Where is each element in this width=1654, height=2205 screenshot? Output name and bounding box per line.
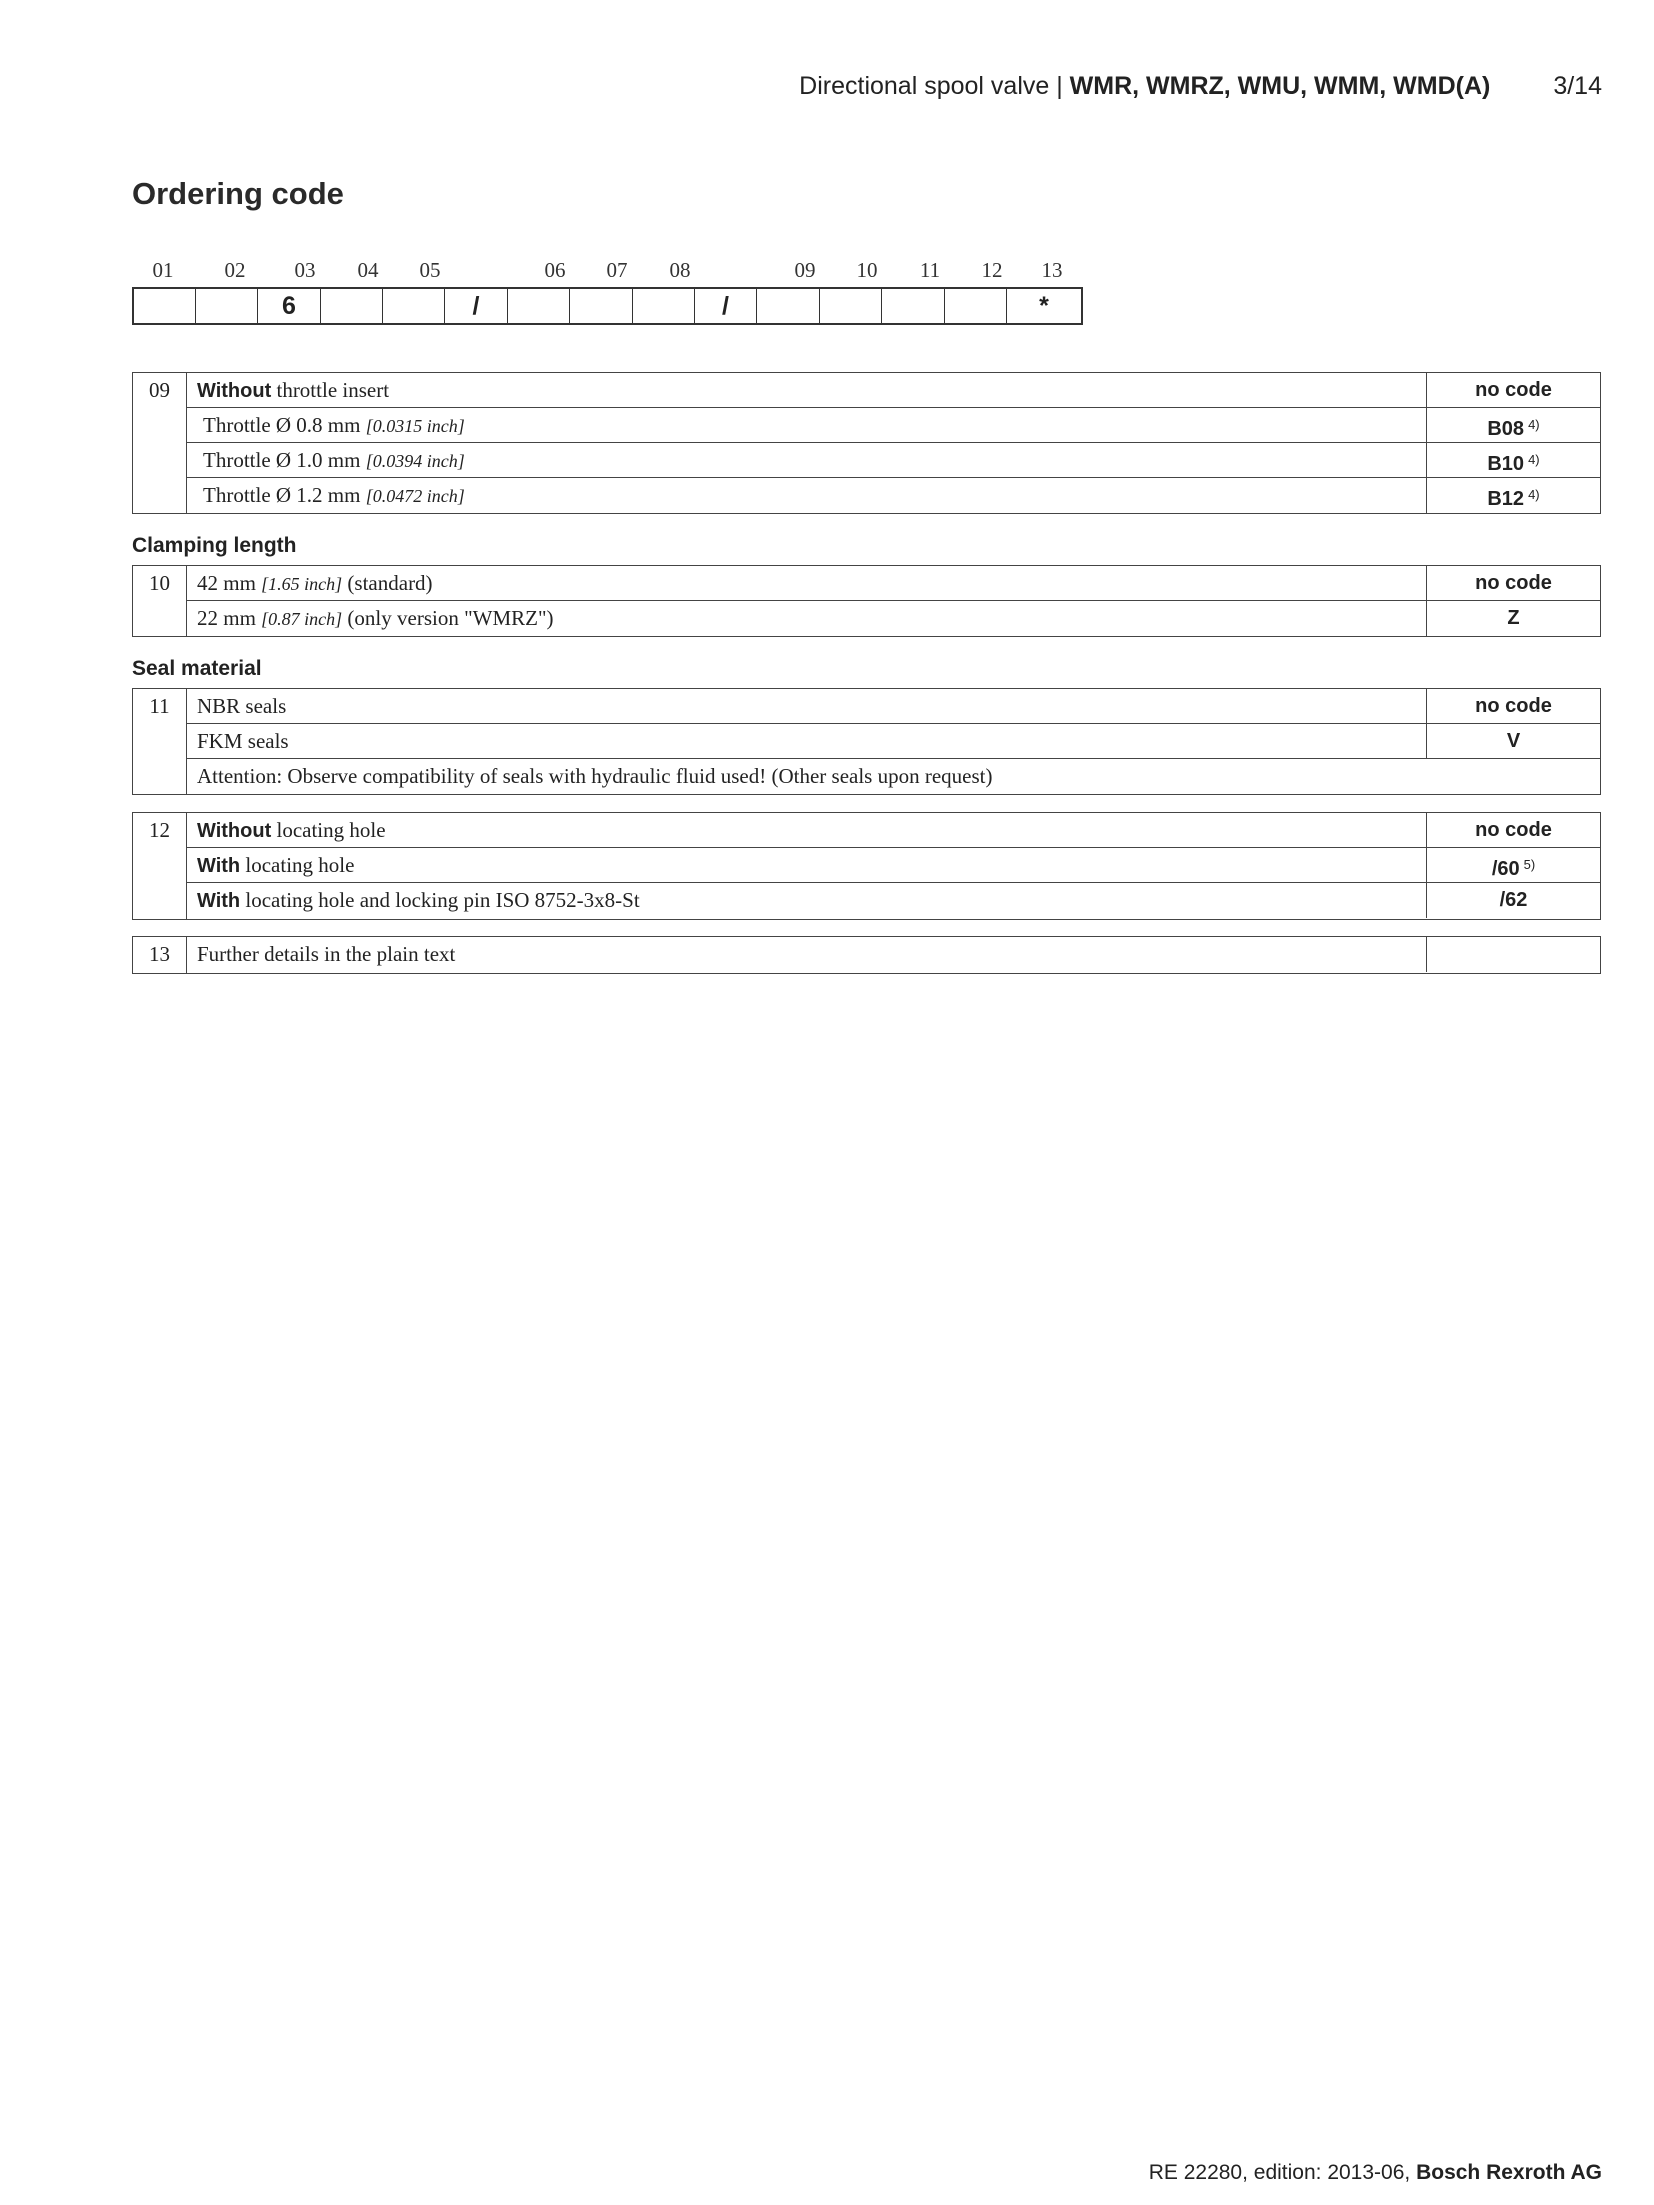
row-description: NBR seals xyxy=(197,694,287,718)
code-box xyxy=(321,289,383,323)
header-title: Directional spool valve | xyxy=(799,72,1063,100)
code-position-number: 03 xyxy=(294,258,316,282)
table-clamping-length xyxy=(132,565,1601,637)
row-description: 42 mm [1.65 inch] (standard) xyxy=(197,571,433,595)
row-code: V xyxy=(1426,724,1600,758)
table-further-details xyxy=(132,936,1601,974)
table-throttle-insert xyxy=(132,372,1601,514)
code-position-number: 12 xyxy=(981,258,1003,282)
row-number: 10 xyxy=(133,566,187,636)
table-row xyxy=(187,373,1600,408)
code-position-number: 11 xyxy=(919,258,941,282)
code-position-number: 02 xyxy=(224,258,246,282)
table-row xyxy=(187,759,1600,794)
code-box: / xyxy=(695,289,757,323)
table-row xyxy=(187,937,1600,972)
table-locating-hole xyxy=(132,812,1601,920)
row-description: Throttle Ø 0.8 mm [0.0315 inch] xyxy=(203,413,465,437)
row-description: Further details in the plain text xyxy=(197,942,456,966)
code-position-number: 06 xyxy=(544,258,566,282)
section-heading-seal-material: Seal material xyxy=(132,657,262,680)
code-box xyxy=(757,289,820,323)
code-position-number: 08 xyxy=(669,258,691,282)
row-code: /60 $^{5)}$ xyxy=(1426,848,1600,882)
code-box xyxy=(882,289,945,323)
row-description: With locating hole and locking pin ISO 8752-3x8-St xyxy=(197,888,640,912)
row-code: no code xyxy=(1426,813,1600,847)
table-row xyxy=(187,566,1600,601)
table-row xyxy=(187,478,1600,513)
row-code: no code xyxy=(1426,373,1600,407)
footer-text: RE 22280, edition: 2013-06, xyxy=(1148,2161,1417,2184)
code-box xyxy=(383,289,445,323)
code-position-number: 13 xyxy=(1041,258,1063,282)
row-code: no code xyxy=(1426,566,1600,600)
code-box xyxy=(508,289,570,323)
footer-company: Bosch Rexroth AG xyxy=(1416,2161,1602,2184)
row-code: B10 $^{4)}$ xyxy=(1426,443,1600,477)
code-position-number: 07 xyxy=(606,258,628,282)
table-seal-material xyxy=(132,688,1601,795)
section-heading-clamping-length: Clamping length xyxy=(132,534,297,557)
table-row xyxy=(187,601,1600,636)
code-box xyxy=(633,289,695,323)
row-description: Throttle Ø 1.2 mm [0.0472 inch] xyxy=(203,483,465,507)
code-position-number: 05 xyxy=(419,258,441,282)
row-description: Throttle Ø 1.0 mm [0.0394 inch] xyxy=(203,448,465,472)
page-title: Ordering code xyxy=(132,176,344,211)
row-number: 11 xyxy=(133,689,187,794)
row-description: Without locating hole xyxy=(197,818,386,842)
row-number: 12 xyxy=(133,813,187,919)
row-code: B12 $^{4)}$ xyxy=(1426,478,1600,513)
code-box xyxy=(134,289,196,323)
code-box xyxy=(945,289,1007,323)
code-position-number: 09 xyxy=(794,258,816,282)
table-row xyxy=(187,724,1600,759)
code-box: * xyxy=(1039,292,1049,320)
row-description: Without throttle insert xyxy=(197,378,390,402)
row-description: FKM seals xyxy=(197,729,289,753)
table-row xyxy=(187,689,1600,724)
row-code: no code xyxy=(1426,689,1600,723)
row-code: B08 $^{4)}$ xyxy=(1426,408,1600,442)
row-note: Attention: Observe compatibility of seals with hydraulic fluid used! (Other seals upon request) xyxy=(197,764,993,788)
row-code xyxy=(1426,937,1600,972)
table-row xyxy=(187,883,1600,918)
row-code: Z xyxy=(1426,601,1600,636)
code-box xyxy=(570,289,633,323)
code-box xyxy=(196,289,258,323)
code-box xyxy=(820,289,882,323)
page-number: 3/14 xyxy=(1553,72,1602,100)
row-code: /62 xyxy=(1426,883,1600,918)
code-box: 6 xyxy=(258,289,321,323)
row-description: With locating hole xyxy=(197,853,355,877)
page-header xyxy=(0,66,1602,106)
code-position-number: 10 xyxy=(856,258,878,282)
code-position-number: 01 xyxy=(152,258,174,282)
code-position-number: 04 xyxy=(357,258,379,282)
page-footer xyxy=(0,2158,1602,2188)
table-row xyxy=(187,848,1600,883)
ordering-code-bar xyxy=(132,287,1083,325)
header-models: WMR, WMRZ, WMU, WMM, WMD(A) xyxy=(1069,72,1491,100)
table-row xyxy=(187,443,1600,478)
row-number: 09 xyxy=(133,373,187,513)
table-row xyxy=(187,408,1600,443)
row-description: 22 mm [0.87 inch] (only version "WMRZ") xyxy=(197,606,554,630)
table-row xyxy=(187,813,1600,848)
row-number: 13 xyxy=(133,937,187,973)
code-box: / xyxy=(445,289,508,323)
